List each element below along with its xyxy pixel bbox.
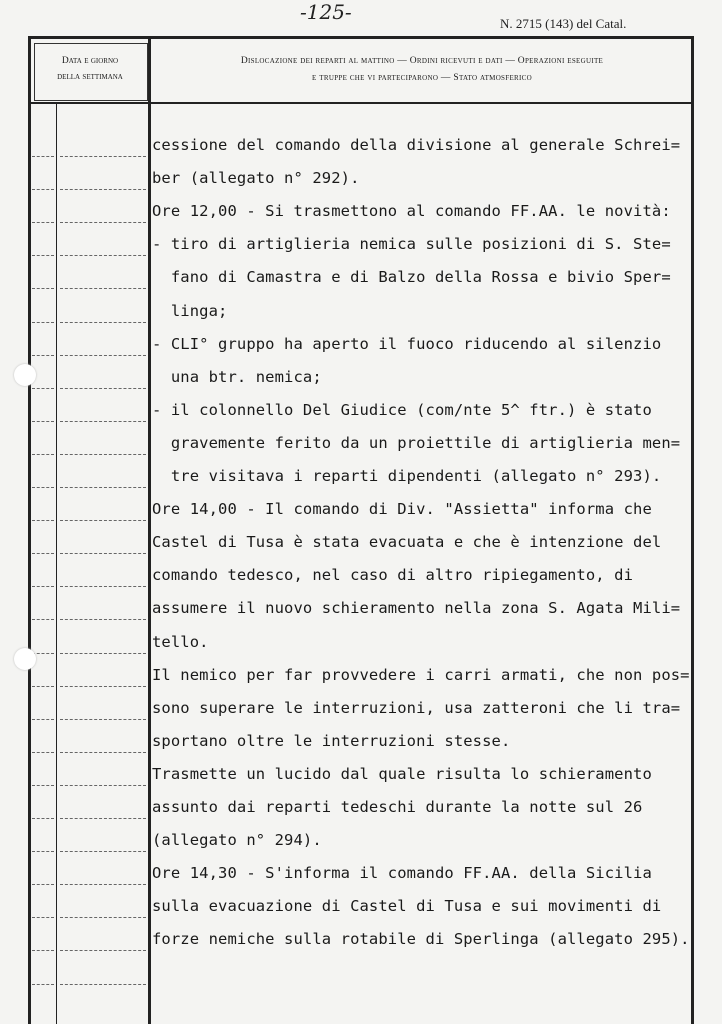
ruled-line (32, 421, 54, 423)
text-line: fano di Camastra e di Balzo della Rossa e bivio Sper= (152, 268, 671, 287)
ruled-line (60, 421, 146, 423)
text-line: ber (allegato n° 292). (152, 169, 360, 188)
ruled-line (32, 917, 54, 919)
ruled-line (32, 222, 54, 224)
ruled-line (60, 884, 146, 886)
ruled-line (32, 288, 54, 290)
ruled-line (32, 984, 54, 986)
ruled-line (32, 322, 54, 324)
ruled-line (32, 355, 54, 357)
ruled-line (60, 619, 146, 621)
ruled-line (32, 255, 54, 257)
column-divider (148, 36, 151, 1024)
ruled-line (60, 818, 146, 820)
date-subcolumn-divider (56, 104, 57, 1024)
ruled-line (32, 454, 54, 456)
ruled-line (32, 950, 54, 952)
text-line: sportano oltre le interruzioni stesse. (152, 731, 511, 750)
ruled-line (60, 222, 146, 224)
date-header-line1: Data e giorno (61, 56, 119, 66)
ruled-line (60, 851, 146, 853)
ruled-line (60, 322, 146, 324)
ruled-line (32, 189, 54, 191)
ruled-line (60, 752, 146, 754)
handwritten-page-number: -125- (300, 0, 352, 24)
ruled-line (60, 950, 146, 952)
text-line: forze nemiche sulla rotabile di Sperlinga (allegato 295). (152, 930, 690, 949)
ruled-line (60, 785, 146, 787)
ruled-line (32, 156, 54, 158)
text-line: Ore 14,00 - Il comando di Div. "Assietta" informa che (152, 500, 652, 519)
ruled-line (32, 719, 54, 721)
text-line: linga; (152, 301, 228, 320)
text-line: Trasmette un lucido dal quale risulta lo schieramento (152, 764, 652, 783)
text-line: assumere il nuovo schieramento nella zona S. Agata Mili= (152, 599, 681, 618)
ruled-line (32, 487, 54, 489)
ruled-line (60, 156, 146, 158)
content-header-line1: Dislocazione dei reparti al mattino — Ordini ricevuti e dati — Operazioni eseguite (240, 56, 604, 66)
ruled-line (32, 686, 54, 688)
text-line: gravemente ferito da un proiettile di artiglieria men= (152, 433, 681, 452)
text-line: (allegato n° 294). (152, 831, 322, 850)
ruled-line (32, 586, 54, 588)
date-column-header (30, 39, 150, 102)
punch-hole-top (14, 364, 36, 386)
ruled-line (32, 818, 54, 820)
ruled-line (60, 487, 146, 489)
ruled-line (60, 454, 146, 456)
ruled-line (60, 520, 146, 522)
ruled-line (32, 619, 54, 621)
text-line: sono superare le interruzioni, usa zatteroni che li tra= (152, 698, 681, 717)
ruled-line (32, 752, 54, 754)
text-line: Ore 12,00 - Si trasmettono al comando FF.AA. le novità: (152, 202, 671, 221)
text-line: una btr. nemica; (152, 367, 322, 386)
text-line: - il colonnello Del Giudice (com/nte 5^ ftr.) è stato (152, 400, 652, 419)
text-line: Il nemico per far provvedere i carri armati, che non pos= (152, 665, 690, 684)
ruled-line (60, 355, 146, 357)
ruled-line (60, 984, 146, 986)
ruled-line (60, 255, 146, 257)
punch-hole-bottom (14, 648, 36, 670)
ruled-line (60, 586, 146, 588)
date-header-line2: della settimana (57, 72, 123, 82)
text-line: sulla evacuazione di Castel di Tusa e sui movimenti di (152, 897, 662, 916)
text-line: - CLI° gruppo ha aperto il fuoco riducendo al silenzio (152, 334, 662, 353)
text-line: assunto dai reparti tedeschi durante la notte sul 26 (152, 798, 643, 816)
ruled-line (60, 189, 146, 191)
ruled-line (32, 553, 54, 555)
text-line: tre visitava i reparti dipendenti (allegato n° 293). (152, 467, 662, 485)
ruled-line (32, 785, 54, 787)
ruled-line (32, 884, 54, 886)
ruled-line (60, 388, 146, 390)
header-divider (30, 102, 692, 104)
ruled-line (60, 653, 146, 655)
text-line: cessione del comando della divisione al generale Schrei= (152, 136, 681, 154)
content-column-header (152, 39, 692, 102)
text-line: Castel di Tusa è stata evacuata e che è intenzione del (152, 533, 662, 552)
ruled-line (60, 686, 146, 688)
ruled-line (32, 388, 54, 390)
ruled-line (32, 851, 54, 853)
text-line: tello. (152, 632, 209, 651)
text-line: Ore 14,30 - S'informa il comando FF.AA. della Sicilia (152, 864, 652, 883)
ruled-line (60, 719, 146, 721)
text-line: comando tedesco, nel caso di altro ripiegamento, di (152, 566, 634, 585)
ruled-line (32, 520, 54, 522)
content-header-line2: e truppe che vi parteciparono — Stato atmosferico (312, 73, 532, 83)
text-line: - tiro di artiglieria nemica sulle posizioni di S. Ste= (152, 235, 671, 254)
catalog-reference: N. 2715 (143) del Catal. (500, 16, 627, 31)
ruled-line (60, 917, 146, 919)
ruled-line (60, 288, 146, 290)
ruled-line (60, 553, 146, 555)
